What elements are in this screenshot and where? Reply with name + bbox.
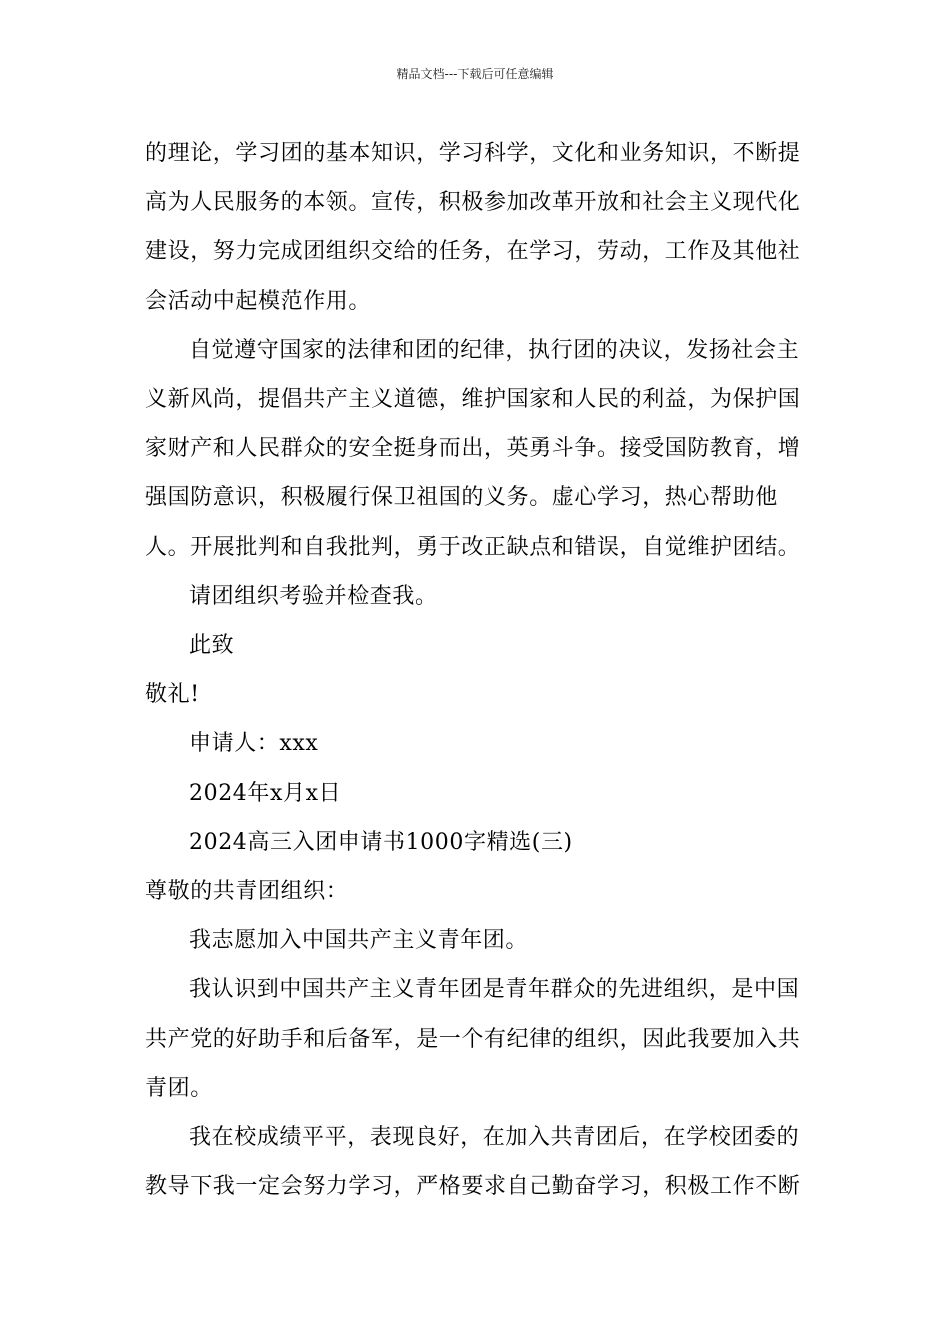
closing-salutation: 此致 bbox=[189, 633, 235, 659]
page-header: 精品文档---下载后可任意编辑 bbox=[396, 67, 554, 81]
section-title: 2024高三入团申请书1000字精选(三) bbox=[189, 829, 573, 855]
document-body bbox=[145, 129, 820, 1211]
paragraph-obey-law: 自觉遵守国家的法律和团的纪律，执行团的决议，发扬社会主义新风尚，提倡共产主义道德，维护国家和人民的利益，为保护国家财产和人民群众的安全挺身而出，英勇斗争。接受国防教育，增强国防意识，积极履行保卫祖国的义务。虚心学习，热心帮助他人。开展批判和自我批判，勇于改正缺点和错误，自觉维护团结。 bbox=[145, 337, 801, 560]
paragraph-understanding: 我认识到中国共产主义青年团是青年群众的先进组织，是中国共产党的好助手和后备军，是一个有纪律的组织，因此我要加入共青团。 bbox=[145, 977, 801, 1101]
applicant-line: 申请人：xxx bbox=[189, 731, 319, 757]
greeting-line: 尊敬的共青团组织： bbox=[145, 879, 349, 905]
paragraph-continued-theory: 的理论，学习团的基本知识，学习科学，文化和业务知识，不断提高为人民服务的本领。宣传，积极参加改革开放和社会主义现代化建设，努力完成团组织交给的任务，在学习，劳动，工作及其他社会活动中起模范作用。 bbox=[145, 141, 801, 314]
paragraph-school-performance: 我在校成绩平平，表现良好，在加入共青团后，在学校团委的教导下我一定会努力学习，严格要求自己勤奋学习，积极工作不断 bbox=[145, 1125, 801, 1200]
paragraph-request-inspection: 请团组织考验并检查我。 bbox=[189, 583, 438, 609]
date-line: 2024年x月x日 bbox=[189, 780, 342, 806]
closing-respect: 敬礼! bbox=[145, 682, 200, 708]
paragraph-volunteer: 我志愿加入中国共产主义青年团。 bbox=[189, 928, 529, 954]
